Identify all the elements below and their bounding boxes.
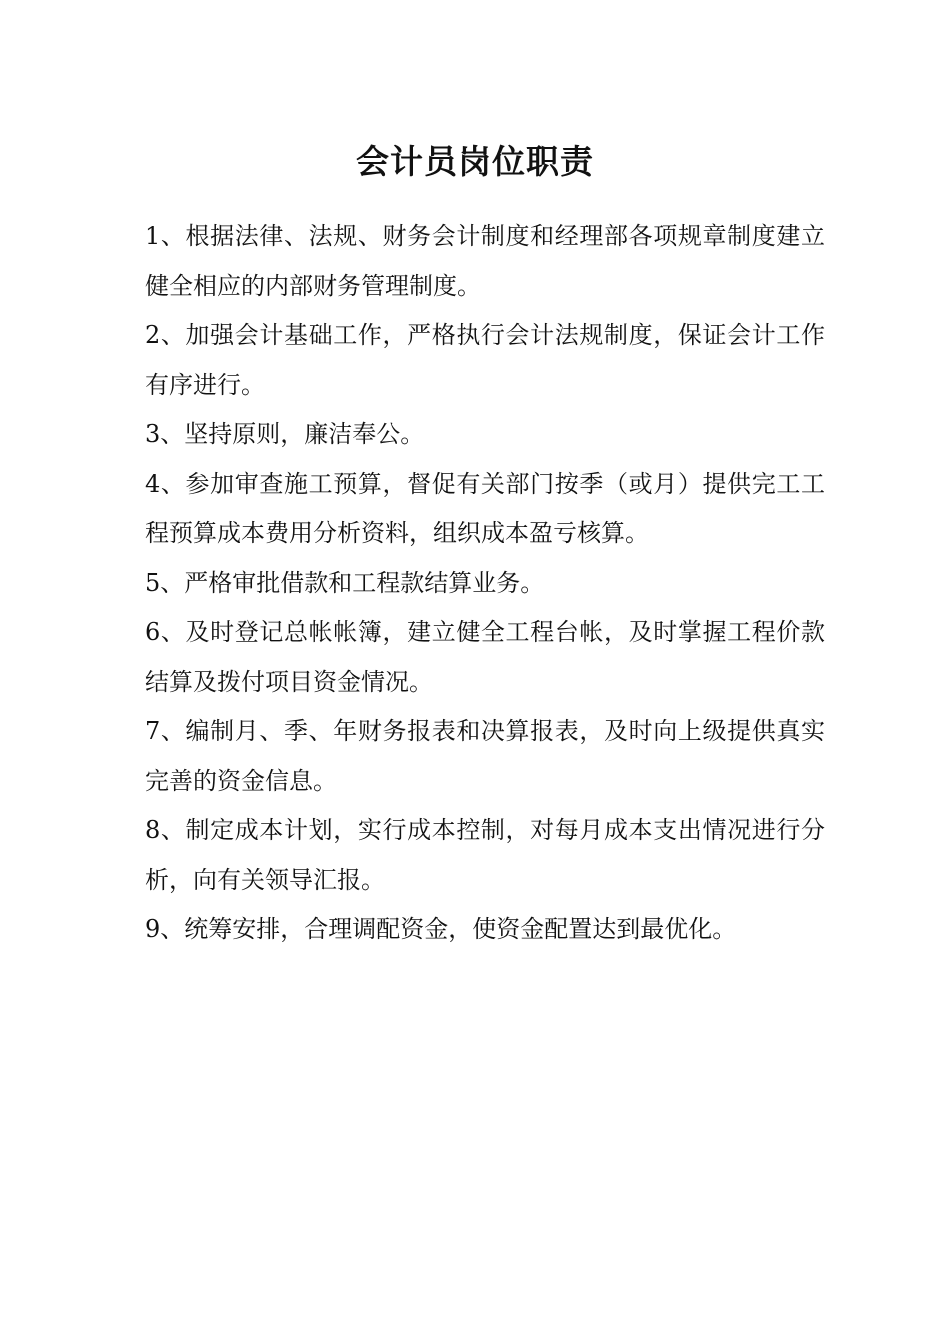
duty-item-5: 5、严格审批借款和工程款结算业务。	[145, 568, 545, 597]
duty-list	[145, 212, 825, 955]
duty-item-2: 2、加强会计基础工作，严格执行会计法规制度，保证会计工作有序进行。	[145, 321, 825, 399]
document-title: 会计员岗位职责	[356, 142, 594, 181]
duty-item-7: 7、编制月、季、年财务报表和决算报表，及时向上级提供真实完善的资金信息。	[145, 717, 825, 795]
duty-item-1: 1、根据法律、法规、财务会计制度和经理部各项规章制度建立健全相应的内部财务管理制度。	[145, 222, 825, 300]
duty-item-4: 4、参加审查施工预算，督促有关部门按季（或月）提供完工工程预算成本费用分析资料，组织成本盈亏核算。	[145, 469, 825, 547]
duty-item-9: 9、统筹安排，合理调配资金，使资金配置达到最优化。	[145, 915, 737, 943]
duty-item-6: 6、及时登记总帐帐簿，建立健全工程台帐，及时掌握工程价款结算及拨付项目资金情况。	[145, 618, 825, 696]
duty-item-8: 8、制定成本计划，实行成本控制，对每月成本支出情况进行分析，向有关领导汇报。	[145, 816, 825, 894]
duty-item-3: 3、坚持原则，廉洁奉公。	[145, 420, 425, 448]
